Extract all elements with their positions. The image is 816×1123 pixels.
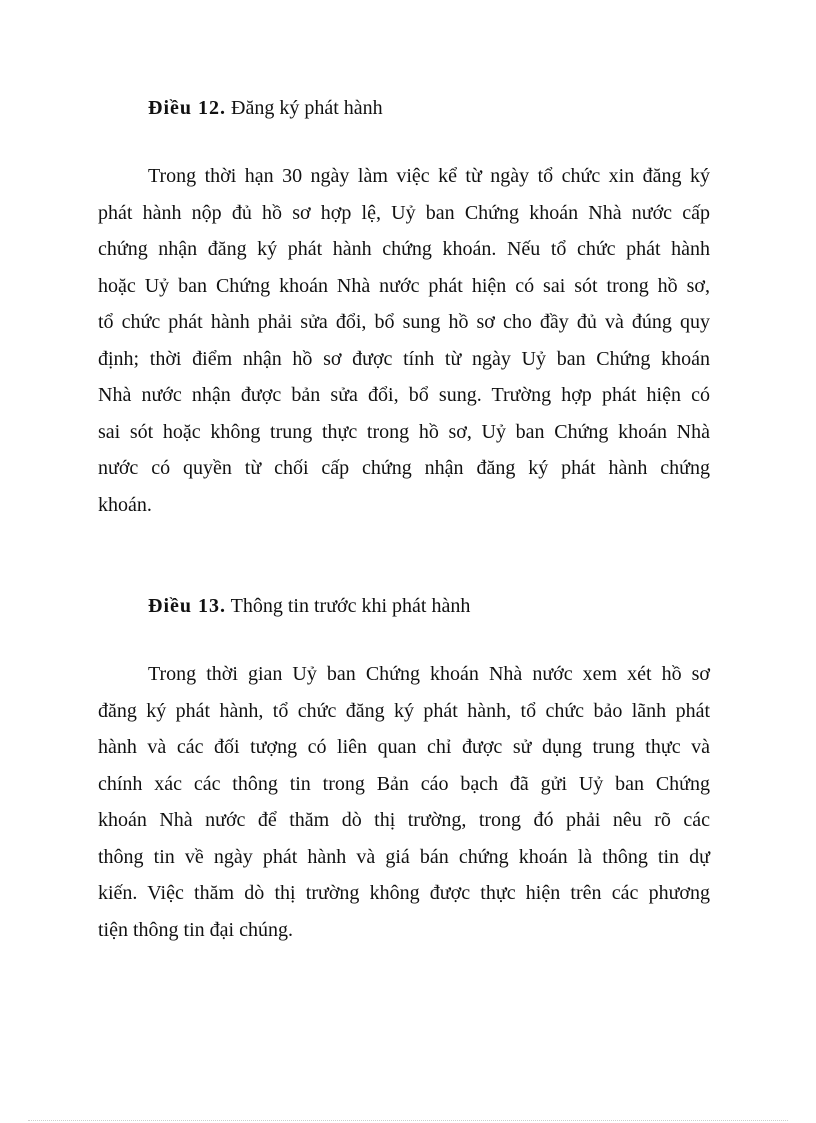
body-line: phát hành nộp đủ hồ sơ hợp lệ, Uỷ ban Chứng khoán Nhà nước cấp [98, 201, 710, 224]
article-12 [98, 96, 710, 523]
body-line: định; thời điểm nhận hồ sơ được tính từ ngày Uỷ ban Chứng khoán [98, 347, 710, 370]
body-line: chính xác các thông tin trong Bản cáo bạch đã gửi Uỷ ban Chứng [98, 772, 710, 795]
body-line: chứng nhận đăng ký phát hành chứng khoán. Nếu tổ chức phát hành [98, 238, 710, 260]
body-line: tiện thông tin đại chúng. [98, 918, 293, 941]
article-body [98, 158, 710, 523]
article-number: Điều 12. [148, 97, 226, 119]
body-line: nước có quyền từ chối cấp chứng nhận đăng ký phát hành chứng [98, 457, 710, 479]
article-number: Điều 13. [148, 595, 226, 617]
article-body [98, 656, 710, 948]
body-line: tổ chức phát hành phải sửa đổi, bổ sung hồ sơ cho đầy đủ và đúng quy [98, 311, 710, 333]
article-title: Thông tin trước khi phát hành [230, 595, 471, 617]
article-title: Đăng ký phát hành [231, 97, 383, 119]
article-13 [98, 594, 710, 948]
body-line: hoặc Uỷ ban Chứng khoán Nhà nước phát hiện có sai sót trong hồ sơ, [98, 274, 710, 297]
body-line: Trong thời gian Uỷ ban Chứng khoán Nhà nước xem xét hồ sơ [148, 663, 710, 685]
article-heading [148, 96, 710, 120]
body-line: khoán Nhà nước để thăm dò thị trường, trong đó phải nêu rõ các [98, 809, 710, 831]
body-line: thông tin về ngày phát hành và giá bán chứng khoán là thông tin dự [98, 845, 710, 868]
body-line: Trong thời hạn 30 ngày làm việc kể từ ngày tổ chức xin đăng ký [148, 165, 710, 187]
body-line: kiến. Việc thăm dò thị trường không được thực hiện trên các phương [98, 882, 710, 904]
body-line: hành và các đối tượng có liên quan chỉ được sử dụng trung thực và [98, 736, 710, 758]
page-footer-divider [28, 1120, 788, 1121]
body-line: khoán. [98, 493, 152, 516]
article-heading [148, 594, 710, 618]
body-line: đăng ký phát hành, tổ chức đăng ký phát hành, tổ chức bảo lãnh phát [98, 699, 710, 722]
body-line: Nhà nước nhận được bản sửa đổi, bổ sung. Trường hợp phát hiện có [98, 384, 710, 406]
body-line: sai sót hoặc không trung thực trong hồ sơ, Uỷ ban Chứng khoán Nhà [98, 420, 710, 443]
